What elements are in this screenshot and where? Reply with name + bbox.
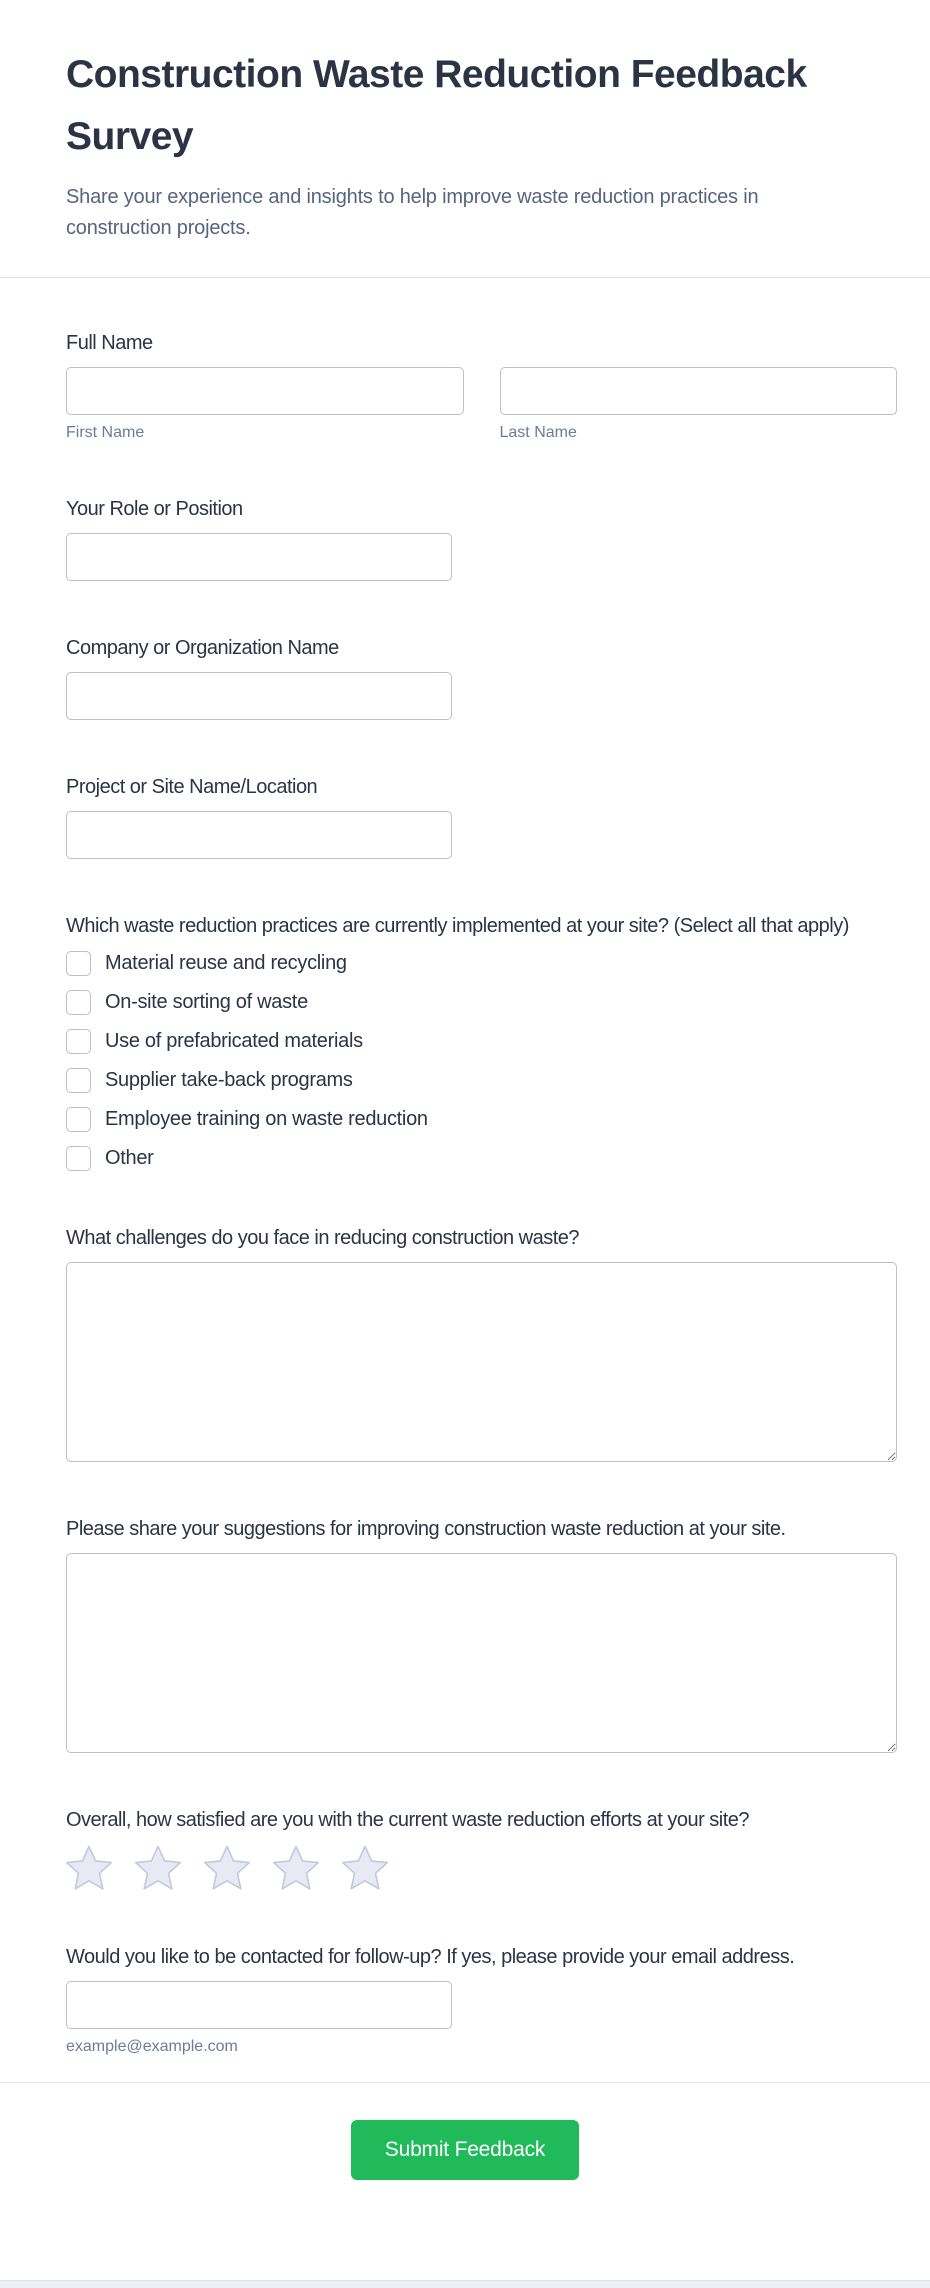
contact-email-label: Would you like to be contacted for follow-up? If yes, please provide your email address. bbox=[66, 1946, 795, 1968]
checkbox-option[interactable] bbox=[66, 950, 347, 976]
satisfaction-label: Overall, how satisfied are you with the current waste reduction efforts at your site? bbox=[66, 1809, 750, 1831]
question-role bbox=[66, 496, 897, 581]
star-icon[interactable] bbox=[204, 1844, 250, 1890]
role-input[interactable] bbox=[66, 533, 452, 581]
role-label: Your Role or Position bbox=[66, 498, 243, 520]
question-full-name bbox=[66, 330, 897, 442]
submit-button[interactable]: Submit Feedback bbox=[351, 2120, 579, 2180]
challenges-label: What challenges do you face in reducing construction waste? bbox=[66, 1227, 580, 1249]
star-icon[interactable] bbox=[135, 1844, 181, 1890]
checkbox-option[interactable] bbox=[66, 1145, 154, 1171]
project-label: Project or Site Name/Location bbox=[66, 776, 318, 798]
star-rating bbox=[66, 1844, 897, 1890]
form-body bbox=[0, 278, 930, 2056]
practices-checkbox-list bbox=[66, 950, 897, 1171]
checkbox-option-label: Material reuse and recycling bbox=[105, 952, 347, 974]
first-name-sublabel: First Name bbox=[66, 424, 145, 441]
form-title: Construction Waste Reduction Feedback Survey bbox=[66, 53, 807, 158]
star-icon[interactable] bbox=[342, 1844, 388, 1890]
checkbox-option[interactable] bbox=[66, 989, 308, 1015]
name-grid bbox=[66, 367, 897, 442]
question-satisfaction bbox=[66, 1807, 897, 1890]
suggestions-textarea[interactable] bbox=[66, 1553, 897, 1753]
last-name-group bbox=[500, 367, 898, 442]
form-header bbox=[0, 0, 930, 278]
suggestions-label: Please share your suggestions for improving construction waste reduction at your site. bbox=[66, 1518, 786, 1540]
star-icon[interactable] bbox=[273, 1844, 319, 1890]
question-company bbox=[66, 635, 897, 720]
checkbox-option-label: Other bbox=[105, 1147, 154, 1169]
contact-email-sublabel: example@example.com bbox=[66, 2038, 238, 2055]
checkbox-box[interactable] bbox=[66, 1068, 91, 1093]
checkbox-option-label: On-site sorting of waste bbox=[105, 991, 308, 1013]
last-name-sublabel: Last Name bbox=[499, 424, 577, 441]
practices-label: Which waste reduction practices are currently implemented at your site? (Select all that apply) bbox=[66, 915, 849, 937]
question-suggestions bbox=[66, 1516, 897, 1753]
form-description: Share your experience and insights to help improve waste reduction practices in construction projects. bbox=[66, 186, 759, 239]
checkbox-option-label: Use of prefabricated materials bbox=[105, 1030, 363, 1052]
checkbox-option[interactable] bbox=[66, 1067, 353, 1093]
company-label: Company or Organization Name bbox=[66, 637, 339, 659]
last-name-input[interactable] bbox=[500, 367, 898, 415]
checkbox-box[interactable] bbox=[66, 1029, 91, 1054]
question-project bbox=[66, 774, 897, 859]
challenges-textarea[interactable] bbox=[66, 1262, 897, 1462]
checkbox-box[interactable] bbox=[66, 951, 91, 976]
checkbox-box[interactable] bbox=[66, 990, 91, 1015]
star-icon[interactable] bbox=[66, 1844, 112, 1890]
checkbox-option[interactable] bbox=[66, 1106, 428, 1132]
checkbox-box[interactable] bbox=[66, 1107, 91, 1132]
checkbox-box[interactable] bbox=[66, 1146, 91, 1171]
checkbox-option[interactable] bbox=[66, 1028, 363, 1054]
question-contact-email bbox=[66, 1944, 897, 2056]
contact-email-input[interactable] bbox=[66, 1981, 452, 2029]
form-footer bbox=[0, 2083, 930, 2223]
checkbox-option-label: Supplier take-back programs bbox=[105, 1069, 353, 1091]
question-challenges bbox=[66, 1225, 897, 1462]
first-name-input[interactable] bbox=[66, 367, 464, 415]
full-name-label: Full Name bbox=[66, 332, 153, 354]
first-name-group bbox=[66, 367, 464, 442]
checkbox-option-label: Employee training on waste reduction bbox=[105, 1108, 428, 1130]
question-practices bbox=[66, 913, 897, 1171]
project-input[interactable] bbox=[66, 811, 452, 859]
company-input[interactable] bbox=[66, 672, 452, 720]
